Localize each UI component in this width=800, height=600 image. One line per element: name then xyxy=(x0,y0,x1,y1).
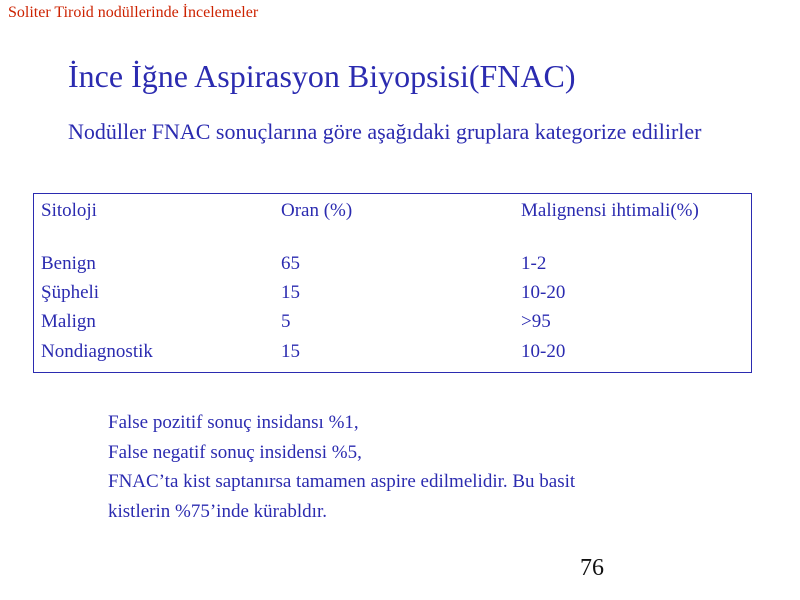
table-cell-malignancy: 10-20 xyxy=(521,282,566,303)
table-cell-category: Malign xyxy=(41,311,96,332)
page-number: 76 xyxy=(580,555,604,581)
table-cell-rate: 15 xyxy=(281,282,300,303)
slide-header: Soliter Tiroid nodüllerinde İncelemeler xyxy=(8,4,259,21)
table-cell-category: Nondiagnostik xyxy=(41,341,153,362)
note-line: FNAC’ta kist saptanırsa tamamen aspire edilmelidir. Bu basit xyxy=(108,471,576,492)
cytology-table xyxy=(33,193,752,373)
table-cell-malignancy: 10-20 xyxy=(521,341,566,362)
table-cell-malignancy: >95 xyxy=(521,311,551,332)
table-cell-rate: 65 xyxy=(281,253,300,274)
table-cell-rate: 5 xyxy=(281,311,291,332)
column-header-malignensi: Malignensi ihtimali(%) xyxy=(521,200,699,221)
table-cell-category: Benign xyxy=(41,253,96,274)
table-cell-rate: 15 xyxy=(281,341,300,362)
column-header-oran: Oran (%) xyxy=(281,200,353,221)
table-cell-malignancy: 1-2 xyxy=(521,253,547,274)
column-header-sitoloji: Sitoloji xyxy=(41,200,97,221)
note-line: False negatif sonuç insidensi %5, xyxy=(108,441,362,463)
slide-title: İnce İğne Aspirasyon Biyopsisi(FNAC) xyxy=(68,58,576,94)
intro-text: Nodüller FNAC sonuçlarına göre aşağıdaki gruplara kategorize edilirler xyxy=(68,119,702,144)
note-line: kistlerin %75’inde kürabldır. xyxy=(108,500,327,522)
notes-block xyxy=(108,408,575,526)
table-cell-category: Şüpheli xyxy=(41,282,100,303)
note-line: False pozitif sonuç insidansı %1, xyxy=(108,412,359,433)
